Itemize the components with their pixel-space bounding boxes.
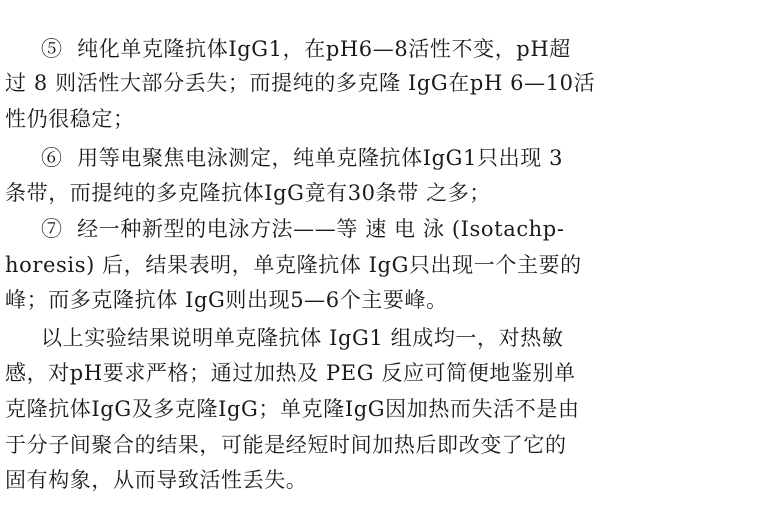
- text-line: 过 8 则活性大部分丢失；而提纯的多克隆 IgG在pH 6—10活: [5, 71, 596, 95]
- text-line: 于分子间聚合的结果，可能是经短时间加热后即改变了它的: [5, 433, 567, 457]
- text-line: 性仍很稳定；: [5, 107, 135, 131]
- text-line: ⑥ 用等电聚焦电泳测定，纯单克隆抗体IgG1只出现 3: [41, 146, 564, 170]
- text-line: ⑦ 经一种新型的电泳方法——等 速 电 泳 (Isotachp-: [41, 217, 565, 241]
- text-line: 以上实验结果说明单克隆抗体 IgG1 组成均一，对热敏: [41, 326, 564, 350]
- text-line: 条带，而提纯的多克隆抗体IgG竟有30条带 之多；: [5, 181, 491, 205]
- text-line: 克隆抗体IgG及多克隆IgG；单克隆IgG因加热而失活不是由: [5, 397, 580, 421]
- text-line: 峰；而多克隆抗体 IgG则出现5—6个主要峰。: [5, 288, 448, 312]
- text-line: horesis) 后，结果表明，单克隆抗体 IgG只出现一个主要的: [5, 253, 582, 277]
- text-line: ⑤ 纯化单克隆抗体IgG1，在pH6—8活性不变，pH超: [41, 37, 571, 61]
- text-line: 感，对pH要求严格；通过加热及 PEG 反应可简便地鉴别单: [5, 361, 576, 385]
- text-line: 固有构象，从而导致活性丢失。: [5, 468, 308, 492]
